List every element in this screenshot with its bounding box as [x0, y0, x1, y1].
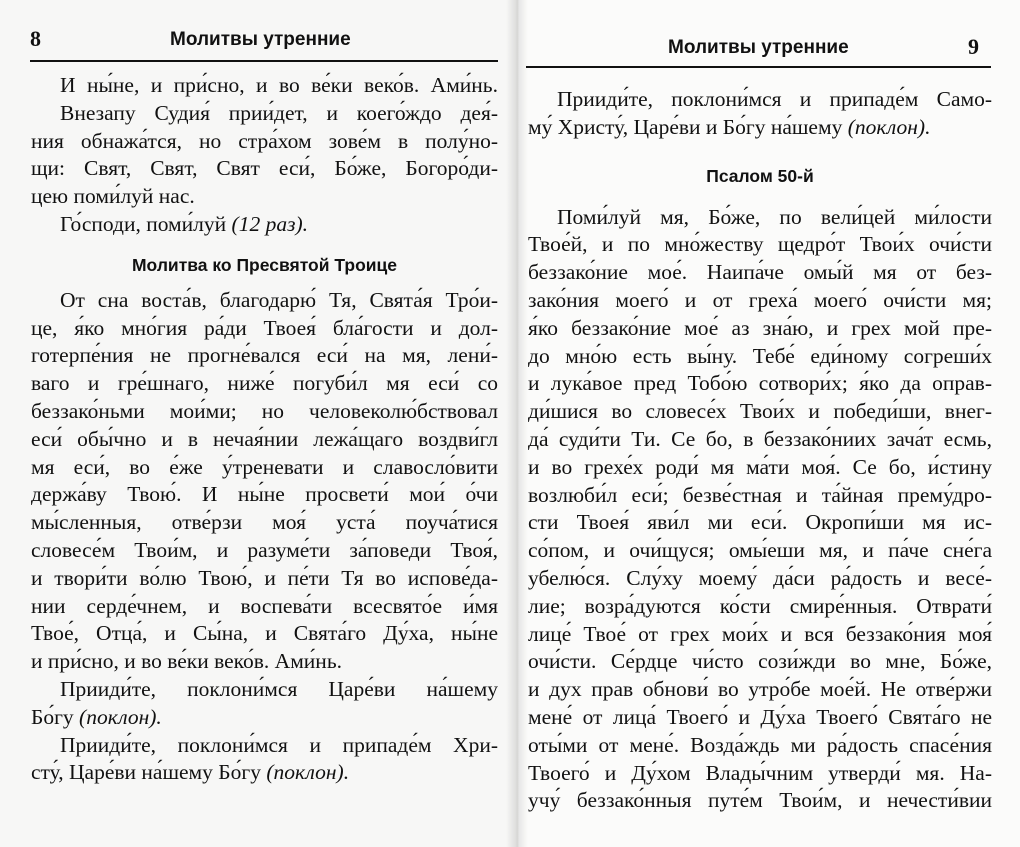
text-line: и лука́вое пред Тобо́ю сотвори́х; я́ко да оправ-	[528, 371, 992, 396]
right-page-body	[528, 86, 992, 815]
text-line: Твоего́ и Ду́хом Влады́чним утверди́ мя. На-	[528, 760, 992, 785]
text-line: И ны́не, и при́сно, и во ве́ки веко́в. Ами́нь.	[60, 73, 498, 97]
text-line: убелю́ся. Слу́ху моему́ да́си ра́дость и весе́-	[528, 565, 992, 590]
text-line: зако́ния моего́ и от греха́ моего́ очи́сти мя;	[528, 287, 992, 312]
text-line: сти Твоея́ яви́л ми еси́. Окропи́ши мя ис-	[528, 510, 992, 535]
text-line	[31, 704, 498, 732]
section-heading: Молитва ко Пресвятой Троице	[131, 254, 398, 275]
text-line: учу́ беззако́нныя путе́м Твои́м, и нечести́вии	[528, 788, 992, 813]
left-page-body	[31, 72, 498, 787]
text-line: це, я́ко мно́гия ра́ди Твоея́ бла́гости и дол-	[31, 315, 498, 340]
text-fragment: сту́, Царе́ви на́шему Бо́гу	[31, 760, 261, 785]
text-line: цею поми́луй нас.	[31, 184, 195, 209]
text-line: оты́ми от мене́. Возда́ждь ми ра́дость спасе́ния	[528, 732, 992, 757]
text-line: Твое́, Отца́, и Сы́на, и Свята́го Ду́ха, ны́не	[31, 621, 498, 646]
text-line: еси́ обы́чно и в нечая́нии лежа́щаго воздви́гл	[31, 426, 498, 451]
text-line: словесе́м Твои́м, и разуме́ти за́поведи Твоя́,	[31, 537, 498, 562]
text-line: Прииди́те, поклони́мся Царе́ви на́шему	[60, 676, 498, 701]
text-line: ваго и гре́шнаго, ниже́ погуби́л мя еси́ со	[31, 371, 498, 396]
rubric: (12 раз).	[231, 211, 308, 236]
text-line: и твори́ти во́лю Твою́, и пе́ти Тя во испове́да-	[31, 565, 498, 590]
page-number: 9	[968, 34, 979, 59]
text-line: очи́сти. Се́рдце чи́сто сози́жди во мне, Бо́же,	[528, 649, 992, 674]
rubric: (поклон).	[266, 760, 350, 785]
text-line: щи: Свят, Свят, Свят еси́, Бо́же, Богоро́ди-	[31, 156, 498, 181]
text-line: со́пом, и очи́щуся; омы́еши мя, и па́че сне́га	[528, 538, 992, 563]
text-line: Прииди́те, поклони́мся и припаде́м Хри-	[60, 732, 498, 757]
running-head: Молитвы утренние	[668, 37, 849, 58]
book-gutter-shadow	[506, 0, 528, 847]
text-line: нии серде́чнем, и воспева́ти всесвято́е и́мя	[31, 593, 498, 618]
text-line: Твое́й, и по мно́жеству щедро́т Твои́х очи́сти	[528, 232, 992, 257]
header-rule	[526, 66, 991, 68]
header-rule	[30, 60, 498, 62]
right-page	[516, 0, 1020, 847]
text-fragment: Бо́гу	[31, 704, 74, 729]
text-line: мы́сленныя, отве́рзи моя́ уста́ поуча́тися	[31, 510, 498, 535]
text-line: Поми́луй мя, Бо́же, по вели́цей ми́лости	[557, 204, 992, 229]
section-heading: Псалом 50-й	[706, 165, 814, 186]
text-line: и во грехе́х роди́ мя ма́ти моя́. Се бо, и́стину	[528, 454, 992, 479]
text-line: и дух прав обнови́ во утро́бе мое́й. Не отве́ржи	[528, 677, 992, 702]
text-line: беззако́ние мое́. Наипа́че омы́й мя от без-	[528, 260, 992, 285]
text-line: мя еси́, во е́же у́треневати и славосло́вити	[31, 454, 498, 479]
text-line: лице́ Твое́ от грех мои́х и вся беззако́ния моя́	[528, 621, 992, 646]
text-line: От сна воста́в, благодарю́ Тя, Свята́я Тро́и-	[60, 287, 498, 312]
text-line: лие; возра́дуются ко́сти смире́нныя. Отврати́	[528, 593, 992, 618]
text-fragment: Го́споди, поми́луй	[60, 211, 227, 236]
running-head: Молитвы утренние	[170, 29, 351, 50]
text-line	[528, 114, 992, 142]
text-line: и при́сно, и во ве́ки веко́в. Ами́нь.	[31, 649, 342, 674]
text-line: держа́ву Твою́. И ны́не просвети́ мои́ о́чи	[31, 482, 498, 507]
text-line: ди́шися во словесе́х Твои́х и победи́ши, внег-	[528, 399, 992, 424]
text-fragment: му́ Христу́, Царе́ви и Бо́гу на́шему	[528, 114, 843, 139]
text-line: я́ко беззако́ние мое́ аз зна́ю, и грех мой пре-	[528, 315, 992, 340]
text-line: Внезапу Судия́ прии́дет, и коего́ждо дея́-	[60, 100, 498, 125]
text-line: до мно́ю есть вы́ну. Тебе́ еди́ному согреши́х	[528, 343, 992, 368]
text-line: готерпе́ния не прогне́вался еси́ на мя, лени́-	[31, 343, 498, 368]
text-line	[31, 211, 498, 239]
page-number: 8	[30, 26, 41, 51]
text-line: беззако́ньми мои́ми; но человеколю́бствовал	[31, 398, 498, 423]
text-line	[31, 759, 498, 787]
text-line: мене́ от лица́ Твоего́ и Ду́ха Твоего́ Свята́го не	[528, 704, 992, 729]
rubric: (поклон).	[79, 704, 162, 729]
text-line: да́ суди́ти Ти. Се бо, в беззако́ниих зача́т есмь,	[528, 426, 992, 451]
rubric: (поклон).	[847, 114, 931, 139]
text-line: Прииди́те, поклони́мся и припаде́м Само-	[557, 87, 992, 111]
text-line: возлюби́л еси́; безве́стная и та́йная прему́дро-	[528, 482, 992, 507]
text-line: ния обнажа́тся, но стра́хом зове́м в полу́но-	[31, 128, 498, 153]
